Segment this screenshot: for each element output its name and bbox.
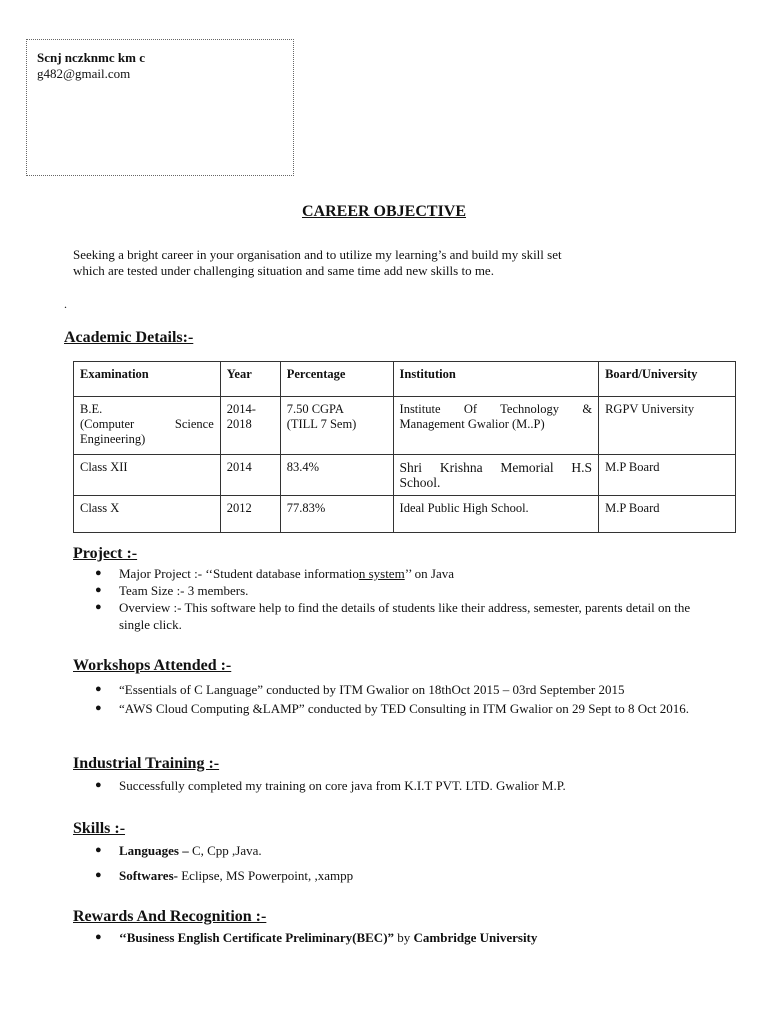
skills-heading: Skills :-: [73, 820, 126, 837]
bullet-icon: ●: [95, 779, 102, 791]
year-cell: 2014: [220, 455, 280, 496]
skills-list: [73, 842, 693, 892]
career-objective-heading: CAREER OBJECTIVE: [301, 203, 467, 220]
percentage-cell: 83.4%: [280, 455, 393, 496]
board-cell: M.P Board: [599, 455, 736, 496]
board-cell: RGPV University: [599, 397, 736, 455]
exam-name: B.E.: [80, 402, 103, 416]
year-cell: 2014- 2018: [220, 397, 280, 455]
industrial-training-heading: Industrial Training :-: [73, 755, 220, 772]
institution-cell: Shri Krishna Memorial H.S School.: [393, 455, 599, 496]
bullet-icon: ●: [95, 683, 102, 695]
table-header-row: [74, 362, 736, 397]
candidate-email: g482@gmail.com: [37, 66, 131, 81]
project-list: [73, 565, 693, 633]
list-item: ● Major Project :- ‘‘Student database information system’’ on Java: [95, 566, 455, 581]
academic-table: [73, 361, 736, 533]
career-objective-text: [73, 247, 693, 279]
bullet-icon: ●: [95, 869, 102, 881]
percentage-cell: 77.83%: [280, 496, 393, 533]
bullet-icon: ●: [95, 567, 102, 579]
list-item: ● “Essentials of C Language” conducted by ITM Gwalior on 18thOct 2015 – 03rd September 2015: [95, 682, 625, 697]
header-percentage: Percentage: [280, 362, 393, 397]
bullet-icon: ●: [95, 584, 102, 596]
rewards-list: [73, 929, 693, 946]
board-cell: M.P Board: [599, 496, 736, 533]
bullet-icon: ●: [95, 601, 102, 613]
table-row: [74, 455, 736, 496]
header-board: Board/University: [599, 362, 736, 397]
workshops-list: [73, 681, 703, 717]
exam-sub-2: Engineering): [80, 432, 146, 446]
bullet-icon: ●: [95, 931, 102, 943]
list-item: ● “AWS Cloud Computing &LAMP” conducted by TED Consulting in ITM Gwalior on 29 Sept to 8 Oct 2016.: [95, 701, 689, 716]
header-institution: Institution: [393, 362, 599, 397]
list-item: ● Languages – C, Cpp ,Java.: [95, 843, 262, 858]
year-cell: 2012: [220, 496, 280, 533]
objective-line-1: Seeking a bright career in your organisation and to utilize my learning’s and build my skill set: [73, 247, 562, 262]
percentage-cell: 7.50 CGPA (TILL 7 Sem): [280, 397, 393, 455]
list-item: ● Overview :- This software help to find the details of students like their address, semester, parents detail on the single click.: [95, 600, 691, 632]
industrial-list: [73, 777, 703, 794]
institution-cell: Institute Of Technology & Management Gwalior (M..P): [393, 397, 599, 455]
table-row: [74, 397, 736, 455]
table-row: [74, 496, 736, 533]
stray-dot: .: [64, 297, 67, 311]
list-item: ● Team Size :- 3 members.: [95, 583, 249, 598]
list-item: ● Successfully completed my training on core java from K.I.T PVT. LTD. Gwalior M.P.: [95, 778, 566, 793]
workshops-heading: Workshops Attended :-: [73, 657, 232, 674]
exam-cell: [74, 397, 221, 455]
objective-line-2: which are tested under challenging situation and same time add new skills to me.: [73, 263, 494, 278]
academic-details-heading: Academic Details:-: [64, 329, 194, 346]
header-year: Year: [220, 362, 280, 397]
exam-cell: Class XII: [74, 455, 221, 496]
list-item: ● ‘‘Business English Certificate Preliminary(BEC)” by Cambridge University: [95, 930, 538, 945]
institution-cell: Ideal Public High School.: [393, 496, 599, 533]
bullet-icon: ●: [95, 702, 102, 714]
exam-cell: Class X: [74, 496, 221, 533]
exam-sub: (Computer Science: [80, 417, 214, 431]
header-examination: Examination: [74, 362, 221, 397]
list-item: ● Softwares- Eclipse, MS Powerpoint, ,xampp: [95, 868, 354, 883]
rewards-heading: Rewards And Recognition :-: [73, 908, 267, 925]
project-heading: Project :-: [73, 545, 138, 562]
bullet-icon: ●: [95, 844, 102, 856]
candidate-name: Scnj nczknmc km c: [37, 50, 145, 65]
